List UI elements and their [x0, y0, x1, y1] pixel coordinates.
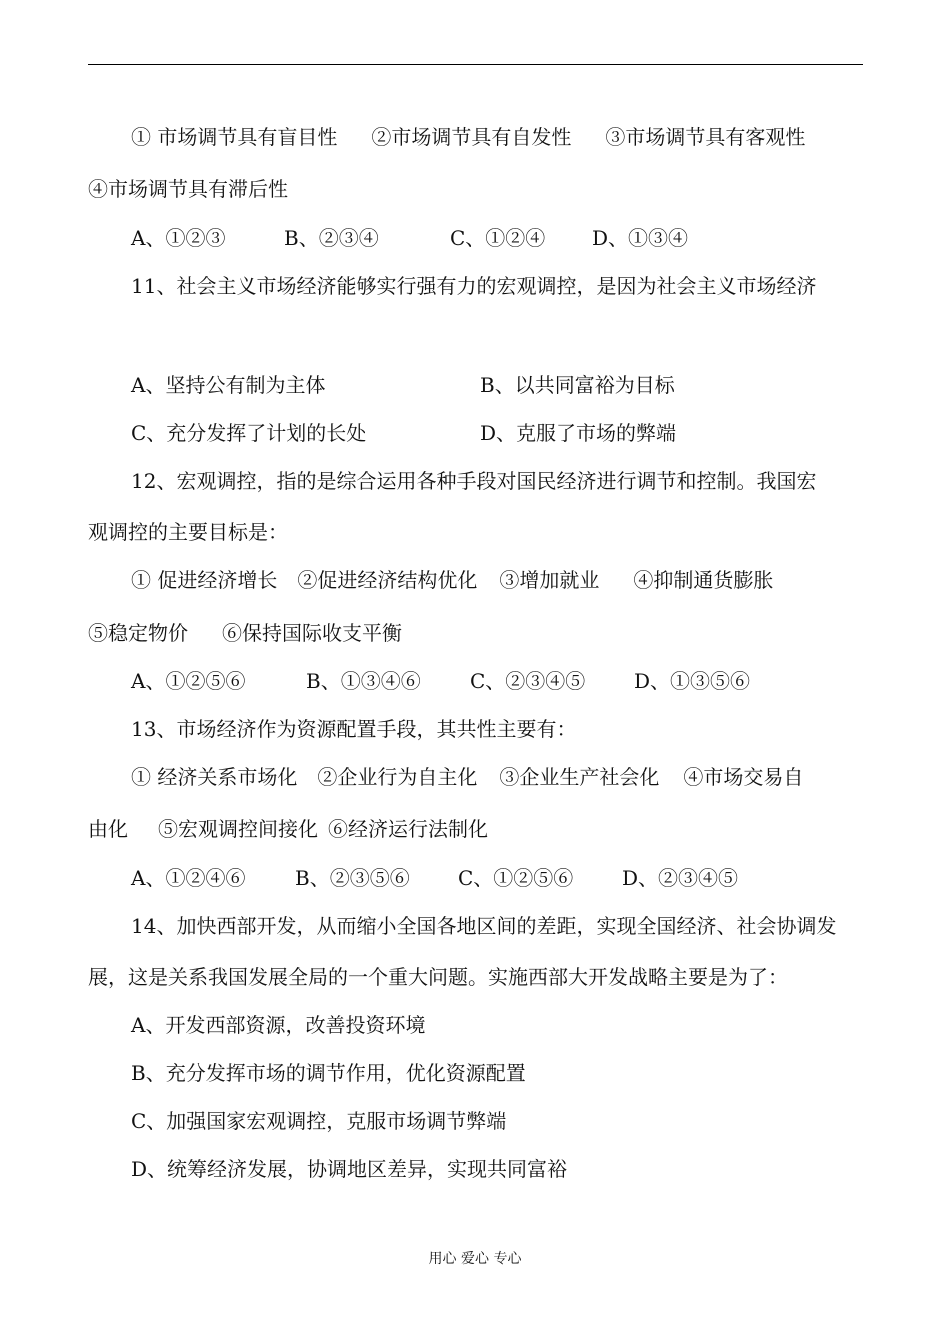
q12-question-line1: 12、宏观调控，指的是综合运用各种手段对国民经济进行调节和控制。我国宏: [131, 469, 817, 493]
q14-option-a: A、开发西部资源，改善投资环境: [131, 1013, 426, 1037]
q13-statement-2: ②企业行为自主化: [317, 765, 478, 789]
q13-option-d: D、②③④⑤: [622, 866, 739, 890]
q13-statements-line2: [88, 817, 488, 841]
q10-statements-line1: [131, 125, 805, 149]
q13-statement-4-cont: 由化: [88, 817, 128, 841]
q10-statement-4: ④市场调节具有滞后性: [88, 177, 288, 201]
q11-options-row1: [131, 373, 675, 397]
header-rule: [88, 64, 863, 65]
q11-option-c: C、充分发挥了计划的长处: [131, 421, 367, 445]
q14-option-d: D、统筹经济发展，协调地区差异，实现共同富裕: [131, 1157, 568, 1181]
q12-statement-5: ⑤稳定物价: [88, 621, 188, 645]
q11-option-d: D、克服了市场的弊端: [480, 421, 677, 445]
q12-option-d: D、①③⑤⑥: [634, 669, 751, 693]
q13-options: [131, 866, 738, 890]
q14-option-b: B、充分发挥市场的调节作用，优化资源配置: [131, 1061, 526, 1085]
q11-options-row2: [131, 421, 676, 445]
q13-statement-4: ④市场交易自: [683, 765, 804, 789]
q14-option-c: C、加强国家宏观调控，克服市场调节弊端: [131, 1109, 507, 1133]
q12-statement-4: ④抑制通货膨胀: [633, 568, 774, 592]
q12-options: [131, 669, 750, 693]
q10-statement-1: ① 市场调节具有盲目性: [131, 125, 338, 149]
q13-statement-1: ① 经济关系市场化: [131, 765, 298, 789]
q12-option-a: A、①②⑤⑥: [131, 669, 246, 693]
q11-option-a: A、坚持公有制为主体: [131, 373, 326, 397]
q13-question: 13、市场经济作为资源配置手段，其共性主要有：: [131, 717, 577, 741]
q12-statement-3: ③增加就业: [499, 568, 600, 592]
q13-statements-line1: [131, 765, 803, 789]
q14-question-line1: 14、加快西部开发，从而缩小全国各地区间的差距，实现全国经济、社会协调发: [131, 914, 837, 938]
q12-statements-line1: [131, 568, 773, 592]
q13-statement-5: ⑤宏观调控间接化: [158, 817, 318, 841]
q13-option-c: C、①②⑤⑥: [458, 866, 574, 890]
q12-option-c: C、②③④⑤: [470, 669, 586, 693]
q13-option-b: B、②③⑤⑥: [295, 866, 410, 890]
q12-option-b: B、①③④⑥: [306, 669, 421, 693]
q13-option-a: A、①②④⑥: [131, 866, 246, 890]
q13-statement-6: ⑥经济运行法制化: [328, 817, 488, 841]
page-footer: 用心 爱心 专心: [428, 1251, 522, 1267]
q10-option-b: B、②③④: [284, 226, 379, 250]
q13-statement-3: ③企业生产社会化: [499, 765, 660, 789]
q10-statement-2: ②市场调节具有自发性: [371, 125, 572, 149]
q11-question: 11、社会主义市场经济能够实行强有力的宏观调控，是因为社会主义市场经济: [131, 274, 817, 298]
q11-option-b: B、以共同富裕为目标: [480, 373, 675, 397]
q10-option-d: D、①③④: [592, 226, 689, 250]
q12-statement-6: ⑥保持国际收支平衡: [222, 621, 402, 645]
q10-options: [131, 226, 688, 250]
q12-statement-1: ① 促进经济增长: [131, 568, 278, 592]
q12-statement-2: ②促进经济结构优化: [297, 568, 478, 592]
q12-statements-line2: [88, 621, 402, 645]
q10-option-a: A、①②③: [131, 226, 226, 250]
q10-statement-3: ③市场调节具有客观性: [605, 125, 806, 149]
q14-question-line2: 展，这是关系我国发展全局的一个重大问题。实施西部大开发战略主要是为了：: [88, 965, 788, 989]
q12-question-line2: 观调控的主要目标是：: [88, 520, 288, 544]
q10-option-c: C、①②④: [450, 226, 546, 250]
